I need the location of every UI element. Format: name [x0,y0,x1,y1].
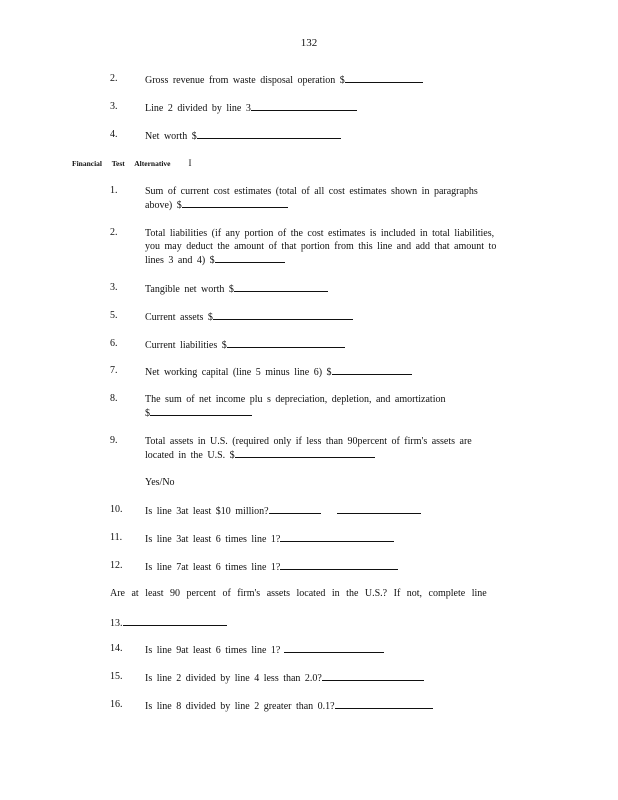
assets-location-note: Are at least 90 percent of firm's assets located in the U.S.? If not, complete line [110,588,487,599]
item-number: 5. [110,310,118,321]
item-number: 16. [110,699,123,710]
question-line3-10-million: Is line 3at least $10 million? [145,504,421,518]
item-number: 10. [110,504,123,515]
yes-no-header: Yes/No [145,477,175,488]
question-line9-6-times: Is line 9at least 6 times line 1? [145,643,384,657]
fill-blank[interactable] [123,616,227,626]
fill-blank[interactable] [213,310,353,320]
fill-blank[interactable] [332,365,412,375]
page-number: 132 [300,37,318,49]
fill-blank[interactable] [322,671,424,681]
item-number: 6. [110,338,118,349]
item-current-assets: Current assets $ [145,310,353,324]
item-number: 2. [110,73,118,84]
item-total-liabilities: Total liabilities (if any portion of the cost estimates is included in total liabilities, you may deduct the amount of that portion from this line and add that amount to lines 3 and 4) $ [145,228,497,266]
fill-blank[interactable] [150,406,252,416]
fill-blank[interactable] [335,699,433,709]
item-number: 7. [110,365,118,376]
item-number: 15. [110,671,123,682]
item-number: 4. [110,129,118,140]
fill-blank[interactable] [280,560,398,570]
item-number: 8. [110,393,118,404]
fill-blank[interactable] [345,73,423,83]
item-line2-divided: Line 2 divided by line 3 [145,101,357,115]
fill-blank[interactable] [337,504,421,514]
item-number: 11. [110,532,123,543]
item-number: 1. [110,185,118,196]
item-net-income-sum: The sum of net income plu s depreciation, depletion, and amortization $ [145,394,446,419]
fill-blank[interactable] [284,643,384,653]
section-heading: Financial Test Alternative I [72,158,192,168]
question-line7-6-times: Is line 7at least 6 times line 1? [145,560,398,574]
item-number: 3. [110,282,118,293]
item-number: 2. [110,227,118,238]
item-number: 14. [110,643,123,654]
fill-blank[interactable] [234,282,328,292]
item-sum-cost-estimates: Sum of current cost estimates (total of all cost estimates shown in paragraphs above) $ [145,186,478,211]
fill-blank[interactable] [197,129,341,139]
question-line2-div-line4: Is line 2 divided by line 4 less than 2.0? [145,671,424,685]
item-current-liabilities: Current liabilities $ [145,338,345,352]
fill-blank[interactable] [251,101,357,111]
fill-blank[interactable] [235,448,375,458]
fill-blank[interactable] [227,338,345,348]
item-tangible-net-worth: Tangible net worth $ [145,282,328,296]
question-line8-div-line2: Is line 8 divided by line 2 greater than 0.1? [145,699,433,713]
item-number: 3. [110,101,118,112]
fill-blank[interactable] [182,198,288,208]
item-gross-revenue: Gross revenue from waste disposal operation $ [145,73,423,87]
item-total-assets-us: Total assets in U.S. (required only if less than 90percent of firm's assets are located in the U.S. $ [145,436,472,461]
fill-blank[interactable] [280,532,394,542]
question-line3-6-times: Is line 3at least 6 times line 1? [145,532,394,546]
item-number: 9. [110,435,118,446]
fill-blank[interactable] [269,504,321,514]
item-number: 12. [110,560,123,571]
item-net-working-capital: Net working capital (line 5 minus line 6) $ [145,365,412,379]
line-13: 13. [110,616,227,629]
item-net-worth: Net worth $ [145,129,341,143]
fill-blank[interactable] [215,253,285,263]
